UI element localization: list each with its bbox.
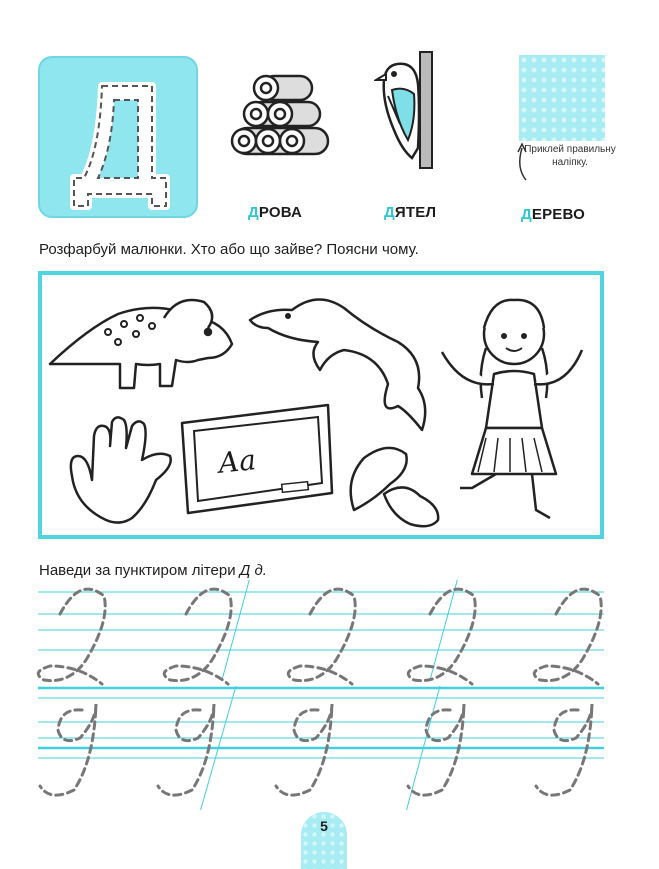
sticker-hint: Приклей правильну наліпку. (524, 144, 616, 168)
tracing-lines[interactable] (0, 580, 659, 810)
tracing-letters: Д д. (239, 562, 267, 579)
woodpecker-icon (374, 50, 436, 170)
task-tracing-instruction (39, 562, 267, 579)
word-rest: РОВА (258, 204, 303, 221)
word-highlight-letter: Д (521, 206, 532, 223)
firewood-icon (228, 72, 332, 162)
letter-d-tracing-icon (40, 58, 200, 220)
word-derevo (521, 206, 585, 223)
word-rest: ЕРЕВО (531, 206, 586, 223)
hand-icon[interactable] (66, 416, 178, 526)
page-number: 5 (320, 818, 328, 834)
letter-card (38, 56, 198, 218)
word-rest: ЯТЕЛ (394, 204, 437, 221)
word-highlight-letter: Д (384, 204, 395, 221)
word-drova (248, 204, 302, 221)
dinosaur-icon[interactable] (48, 288, 238, 398)
chalkboard-icon[interactable] (178, 401, 334, 519)
word-dyatel (384, 204, 436, 221)
tracing-instruction-text: Наведи за пунктиром літери (39, 562, 240, 579)
task-coloring-instruction: Розфарбуй малюнки. Хто або що зайве? Поясни чому. (39, 241, 419, 258)
chalkboard-text: Аа (216, 443, 258, 480)
sticker-placeholder[interactable] (519, 55, 605, 141)
girl-icon[interactable] (432, 288, 592, 528)
word-highlight-letter: Д (248, 204, 259, 221)
mushroom-icon[interactable] (344, 440, 444, 530)
